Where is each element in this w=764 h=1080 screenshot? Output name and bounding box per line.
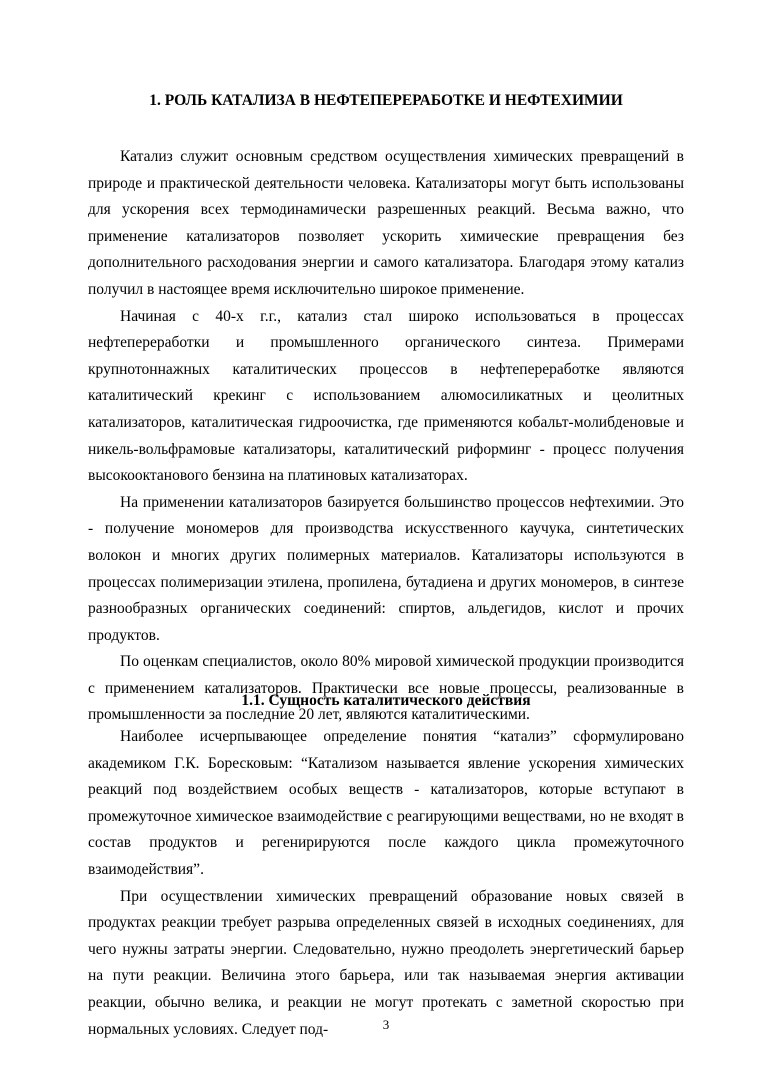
- document-page: [88, 0, 684, 1080]
- paragraph: По оценкам специалистов, около 80% мировой химической продукции производится с применением катализаторов. Практически все новые процессы, реализованные в промышленности за последние 20 лет, являются каталитическими.: [88, 653, 684, 724]
- paragraph: Начиная с 40-х г.г., катализ стал широко использоваться в процессах нефтепереработки и промышленного органического синтеза. Примерами крупнотоннажных каталитических процессов в нефтепереработке являются каталитический крекинг с использованием алюмосиликатных и цеолитных катализаторов, каталитическая гидроочистка, где применяются кобальт-молибденовые и никель-вольфрамовые катализаторы, каталитический риформинг - процесс получения высокооктанового бензина на платиновых катализаторах.: [88, 307, 684, 485]
- paragraph: Наиболее исчерпывающее определение понятия “катализ” сформулировано академиком Г.К. Боресковым: “Катализом называется явление ускорения химических реакций под воздействием особых веществ - катализаторов, которые вступают в промежуточное химическое взаимодействие с реагирующими веществами, но не входят в состав продуктов и регенирируются после каждого цикла промежуточного взаимодействия”.: [88, 728, 684, 878]
- paragraph: На применении катализаторов базируется большинство процессов нефтехимии. Это - получение мономеров для производства искусственного каучука, синтетических волокон и многих других полимерных материалов. Катализаторы используются в процессах полимеризации этилена, пропилена, бутадиена и других мономеров, в синтезе разнообразных органических соединений: спиртов, альдегидов, кислот и прочих продуктов.: [88, 493, 684, 644]
- chapter-title: 1. РОЛЬ КАТАЛИЗА В НЕФТЕПЕРЕРАБОТКЕ И НЕФТЕХИМИИ: [149, 92, 623, 109]
- chapter-body: [88, 144, 684, 729]
- subsection-body: [88, 724, 684, 1043]
- subsection-title: 1.1. Сущность каталитического действия: [241, 692, 531, 709]
- page-number: 3: [382, 1017, 390, 1032]
- paragraph: При осуществлении химических превращений образование новых связей в продуктах реакции требует разрыва определенных связей в исходных соединениях, для чего нужны затраты энергии. Следовательно, нужно преодолеть энергетический барьер на пути реакции. Величина этого барьера, или так называемая энергия активации реакции, обычно велика, и реакции не могут протекать с заметной скоростью при нормальных условиях. Следует под-: [88, 887, 684, 1038]
- paragraph: Катализ служит основным средством осуществления химических превращений в природе и практической деятельности человека. Катализаторы могут быть использованы для ускорения всех термодинамически разрешенных реакций. Весьма важно, что применение катализаторов позволяет ускорить химические превращения без дополнительного расходования энергии и самого катализатора. Благодаря этому катализ получил в настоящее время исключительно широкое применение.: [88, 148, 684, 298]
